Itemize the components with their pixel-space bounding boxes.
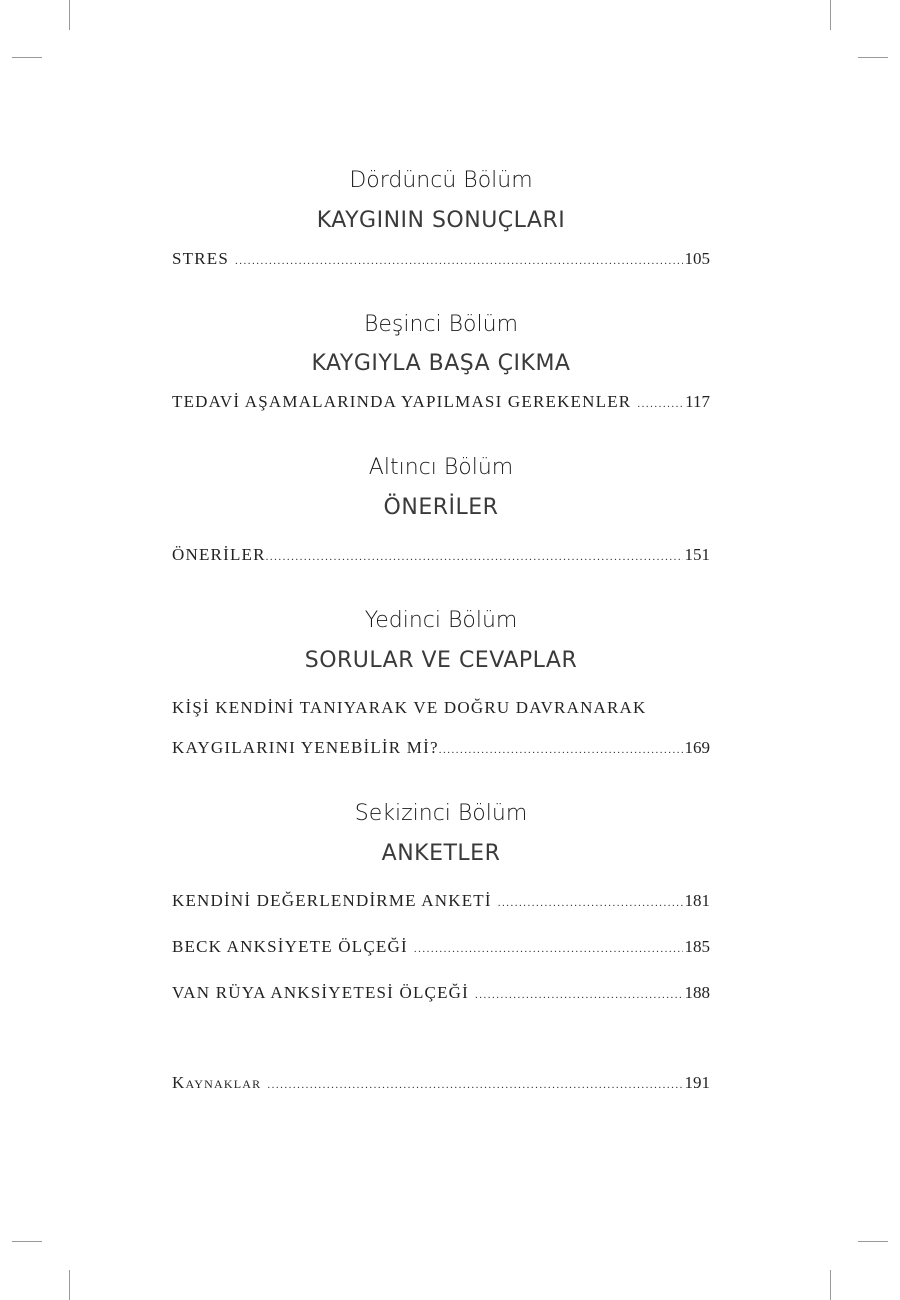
toc-entry-label: KENDİNİ DEĞERLENDİRME ANKETİ bbox=[172, 891, 492, 910]
toc-entry-page: 181 bbox=[684, 891, 710, 910]
toc-entry-line1[interactable] bbox=[172, 698, 710, 718]
leader-dots bbox=[266, 551, 683, 563]
toc-entry[interactable] bbox=[172, 983, 710, 1003]
crop-mark bbox=[12, 1241, 42, 1242]
toc-entry[interactable] bbox=[172, 392, 710, 412]
chapter-subtitle: KAYGIYLA BAŞA ÇIKMA bbox=[311, 351, 571, 376]
leader-dots bbox=[439, 744, 683, 756]
toc-entry-page: 151 bbox=[684, 545, 710, 564]
crop-mark bbox=[830, 1270, 831, 1300]
toc-entry-page: 169 bbox=[684, 738, 710, 757]
crop-mark bbox=[858, 1241, 888, 1242]
leader-dots bbox=[267, 1079, 682, 1091]
toc-entry-page: 188 bbox=[684, 983, 710, 1002]
toc-entry-references[interactable] bbox=[172, 1073, 710, 1093]
toc-entry-label: ÖNERİLER bbox=[172, 545, 266, 564]
toc-entry-label: Kaynaklar bbox=[172, 1073, 262, 1092]
leader-dots bbox=[414, 943, 683, 955]
chapter-subtitle: KAYGININ SONUÇLARI bbox=[316, 208, 566, 233]
toc-entry-page: 117 bbox=[685, 392, 710, 411]
crop-mark bbox=[12, 57, 42, 58]
toc-entry-label: TEDAVİ AŞAMALARINDA YAPILMASI GEREKENLER bbox=[172, 392, 632, 411]
chapter-title: Beşinci Bölüm bbox=[363, 312, 518, 337]
toc-entry-label: STRES bbox=[172, 249, 230, 268]
crop-mark bbox=[858, 57, 888, 58]
chapter-title: Sekizinci Bölüm bbox=[354, 801, 528, 826]
crop-mark bbox=[69, 1270, 70, 1300]
leader-dots bbox=[498, 897, 683, 909]
toc-entry[interactable] bbox=[172, 249, 710, 269]
toc-entry-label: KİŞİ KENDİNİ TANIYARAK VE DOĞRU DAVRANARAK bbox=[172, 698, 647, 717]
toc-entry-page: 191 bbox=[684, 1073, 710, 1092]
toc-entry-label: VAN RÜYA ANKSİYETESİ ÖLÇEĞİ bbox=[172, 983, 470, 1002]
leader-dots bbox=[637, 398, 683, 410]
toc-entry[interactable] bbox=[172, 738, 710, 758]
toc-entry[interactable] bbox=[172, 545, 710, 565]
chapter-title: Altıncı Bölüm bbox=[368, 455, 514, 480]
chapter-title: Dördüncü Bölüm bbox=[349, 168, 533, 193]
chapter-subtitle: ANKETLER bbox=[381, 841, 501, 866]
chapter-subtitle: ÖNERİLER bbox=[383, 495, 499, 520]
table-of-contents bbox=[172, 0, 710, 1300]
toc-entry-page: 185 bbox=[684, 937, 710, 956]
toc-entry[interactable] bbox=[172, 937, 710, 957]
leader-dots bbox=[475, 989, 682, 1001]
toc-entry[interactable] bbox=[172, 891, 710, 911]
chapter-title: Yedinci Bölüm bbox=[364, 608, 518, 633]
toc-entry-label: BECK ANKSİYETE ÖLÇEĞİ bbox=[172, 937, 408, 956]
toc-entry-label: KAYGILARINI YENEBİLİR Mİ? bbox=[172, 738, 439, 757]
crop-mark bbox=[830, 0, 831, 30]
leader-dots bbox=[235, 255, 682, 267]
chapter-subtitle: SORULAR VE CEVAPLAR bbox=[304, 648, 578, 673]
toc-entry-page: 105 bbox=[684, 249, 710, 268]
crop-mark bbox=[69, 0, 70, 30]
